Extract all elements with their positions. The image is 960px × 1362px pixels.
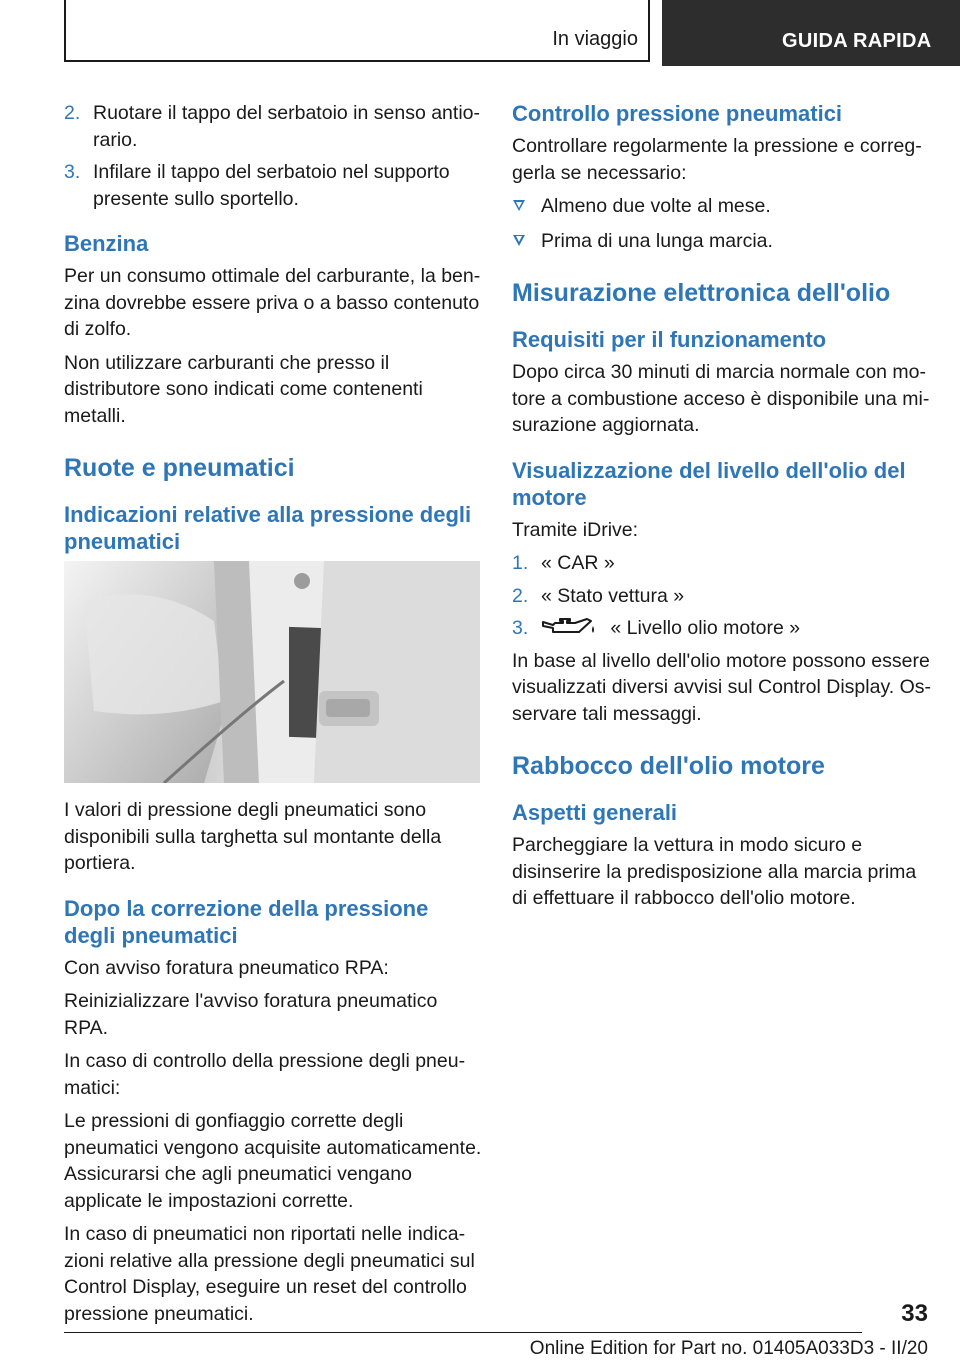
step-item: [512, 615, 932, 642]
triangle-bullet-icon: [513, 235, 525, 246]
list-number: 2.: [64, 102, 81, 124]
heading-visualizzazione: Visualizzazione del livello dell'olio del motore: [512, 457, 906, 510]
paragraph: Le pressioni di gonfiaggio corrette degli pneumatici vengono acquisite automaticamente. Assicurarsi che agli pneumatici vengano applicate le impostazioni corrette.: [64, 1110, 482, 1212]
list-number: 3.: [64, 161, 81, 183]
bullet-text: Prima di una lunga marcia.: [541, 229, 773, 252]
step-text: « Stato vettura »: [541, 584, 685, 607]
paragraph: Tramite iDrive:: [512, 518, 639, 541]
list-text: Ruotare il tappo del serbatoio in senso antiorario.: [93, 102, 480, 151]
heading-benzina: Benzina: [64, 231, 149, 256]
bullet-text: Almeno due volte al mese.: [541, 195, 771, 217]
list-item: [64, 100, 484, 153]
footer-divider: [64, 1332, 862, 1333]
step-item: [512, 550, 932, 577]
heading-indicazioni: Indicazioni relative alla pressione degli pneumatici: [64, 502, 472, 554]
triangle-bullet-icon: [513, 200, 525, 211]
step-number: 2.: [512, 584, 529, 607]
oil-can-icon: [541, 616, 597, 638]
list-text: Infilare il tappo del serbatoio nel supporto presente sullo sportello.: [93, 161, 450, 210]
bullet-item: [512, 228, 932, 255]
paragraph: Per un consumo ottimale del carburante, la benzina dovrebbe essere priva o a basso contenuto di zolfo.: [64, 265, 481, 340]
paragraph: In base al livello dell'olio motore possono essere visualizzati diversi avvisi sul Control Display. Osservare tali messaggi.: [512, 649, 932, 725]
page-header: [0, 0, 960, 66]
heading-requisiti: Requisiti per il funzionamento: [512, 327, 827, 352]
paragraph: Parcheggiare la vettura in modo sicuro e disinserire la predisposizione alla marcia prima di effettuare il rabbocco dell'olio motore.: [512, 834, 917, 909]
footer-edition: Online Edition for Part no. 01405A033D3 - II/20: [529, 1338, 928, 1359]
paragraph: Controllare regolarmente la pressione e correggerla se necessario:: [512, 135, 922, 184]
page-number: 33: [901, 1300, 928, 1327]
step-number: 1.: [512, 552, 529, 574]
paragraph: Con avviso foratura pneumatico RPA:: [64, 956, 389, 979]
heading-controllo: Controllo pressione pneumatici: [512, 101, 843, 126]
left-column: [64, 100, 484, 1334]
heading-ruote: Ruote e pneumatici: [64, 454, 295, 482]
paragraph: Reinizializzare l'avviso foratura pneumatico RPA.: [64, 990, 438, 1039]
paragraph: In caso di controllo della pressione degli pneumatici:: [64, 1050, 466, 1099]
step-text: « CAR »: [541, 552, 615, 574]
photo-caption: I valori di pressione degli pneumatici sono disponibili sulla targhetta sul montante della portiera.: [64, 799, 442, 874]
step-text: « Livello olio motore »: [610, 617, 801, 639]
step-item: [512, 583, 932, 610]
paragraph: Non utilizzare carburanti che presso il distributore sono indicati come contenenti metalli.: [64, 351, 423, 427]
header-chapter-tab: GUIDA RAPIDA: [662, 0, 960, 66]
bullet-item: [512, 193, 932, 220]
heading-dopo-correzione: Dopo la correzione della pressione degli pneumatici: [64, 895, 429, 948]
step-number: 3.: [512, 617, 529, 639]
paragraph: In caso di pneumatici non riportati nelle indicazioni relative alla pressione degli pneumatici sul Control Display, eseguire un reset del controllo pressione pneumatici.: [64, 1223, 475, 1325]
heading-rabbocco: Rabbocco dell'olio motore: [512, 752, 825, 780]
door-pillar-photo: [64, 561, 480, 783]
right-column: [512, 100, 932, 919]
paragraph: Dopo circa 30 minuti di marcia normale con motore a combustione acceso è disponibile una misurazione aggiornata.: [512, 361, 930, 436]
list-item: [64, 159, 484, 212]
header-section-title: In viaggio: [552, 28, 638, 50]
heading-aspetti: Aspetti generali: [512, 800, 678, 825]
heading-misurazione: Misurazione elettronica dell'olio: [512, 279, 891, 307]
